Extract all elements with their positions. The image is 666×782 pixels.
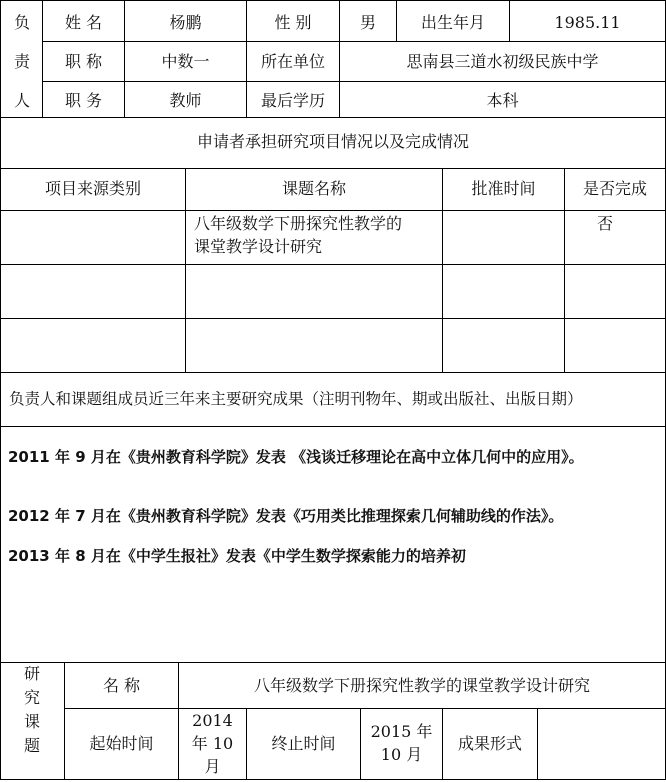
end-time-label: 终止时间 [271, 734, 336, 753]
birth-label: 出生年月 [420, 13, 485, 32]
research-side-char: 究 [23, 688, 40, 707]
rule [64, 708, 666, 709]
start-time-value-line: 2014 [192, 711, 233, 730]
column-header-done: 是否完成 [582, 179, 647, 198]
rule [0, 117, 666, 118]
rule [0, 426, 666, 427]
achievement-item: 2012 年 7 月在《贵州教育科学院》发表《巧用类比推理探索几何辅助线的作法》。 [8, 507, 564, 525]
edu-label: 最后学历 [260, 91, 325, 110]
start-time-value-line: 年 10 [191, 734, 234, 753]
column-header-source: 项目来源类别 [44, 179, 141, 198]
edu-value: 本科 [486, 91, 519, 110]
rule [0, 264, 666, 265]
side-label-char: 人 [13, 91, 30, 110]
achievements-section-title: 负责人和课题组成员近三年来主要研究成果（注明刊物年、期或出版社、出版日期） [9, 390, 583, 408]
name-value: 杨鹏 [169, 13, 202, 32]
title-value: 中数一 [161, 52, 210, 71]
rule [0, 779, 666, 780]
rule [360, 708, 361, 780]
side-label-char: 责 [13, 52, 30, 71]
rule [42, 81, 666, 82]
unit-label: 所在单位 [260, 52, 325, 71]
unit-value: 思南县三道水初级民族中学 [406, 52, 599, 71]
rule [0, 0, 1, 780]
gender-value: 男 [359, 13, 376, 32]
rule [0, 210, 666, 211]
rule [0, 318, 666, 319]
rule [0, 372, 666, 373]
column-header-name: 课题名称 [281, 179, 346, 198]
end-time-value-line: 10 月 [380, 745, 423, 764]
project-done-value: 否 [596, 214, 613, 233]
result-form-label: 成果形式 [457, 734, 522, 753]
rule [0, 168, 666, 169]
side-label-char: 负 [13, 13, 30, 32]
projects-section-title: 申请者承担研究项目情况以及完成情况 [196, 132, 469, 151]
column-header-approved: 批准时间 [471, 179, 536, 198]
rule [0, 0, 666, 1]
project-name-line: 课堂教学设计研究 [194, 237, 323, 256]
start-time-value-line: 月 [204, 757, 221, 776]
project-name-line: 八年级数学下册探究性教学的 [194, 214, 403, 233]
research-name-label: 名 称 [102, 676, 141, 695]
position-label: 职 务 [64, 91, 103, 110]
end-time-value-line: 2015 年 [370, 722, 433, 741]
research-name-value: 八年级数学下册探究性教学的课堂教学设计研究 [253, 676, 590, 695]
research-side-char: 课 [23, 712, 40, 731]
name-label: 姓 名 [64, 13, 103, 32]
achievement-item: 2013 年 8 月在《中学生报社》发表《中学生数学探索能力的培养初 [8, 547, 466, 565]
rule [537, 708, 538, 780]
achievement-item: 2011 年 9 月在《贵州教育科学院》发表 《浅谈迁移理论在高中立体几何中的应用》。 [8, 448, 584, 466]
research-side-char: 题 [23, 736, 40, 755]
title-label: 职 称 [64, 52, 103, 71]
research-side-char: 研 [23, 664, 40, 683]
rule [0, 662, 666, 663]
rule [42, 41, 666, 42]
start-time-label: 起始时间 [89, 734, 154, 753]
birth-value: 1985.11 [554, 13, 621, 32]
position-value: 教师 [169, 91, 202, 110]
gender-label: 性 别 [274, 13, 312, 32]
